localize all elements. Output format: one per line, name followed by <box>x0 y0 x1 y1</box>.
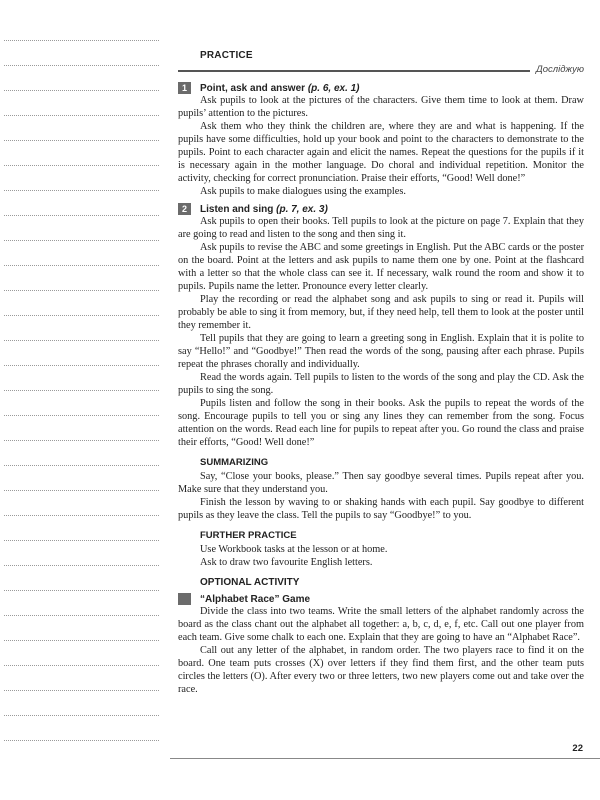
margin-line <box>4 265 159 266</box>
paragraph: Tell pupils that they are going to learn a greeting song in English. Explain that it is polite to say “Hello!” and “Goodbye!” Then read the words of the song, pausing after each phrase. Pupils repeat the phrases chorally and individually. <box>178 333 584 370</box>
further-practice-body <box>178 543 584 569</box>
section-subtitle: Досліджую <box>530 64 584 75</box>
paragraph: Call out any letter of the alphabet, in random order. The two players race to find it on the board. One team puts crosses (X) over letters if they find them first, and the other team puts circles the letters (O). After every two or three letters, two new players come out and take over the race. <box>178 645 584 695</box>
optional-activity-body <box>178 605 584 696</box>
margin-line <box>4 115 159 116</box>
task-2-body <box>178 215 584 449</box>
task-reference: (p. 7, ex. 3) <box>276 203 328 215</box>
paragraph: Read the words again. Tell pupils to listen to the words of the song and play the CD. Ask the pupils to sing the song. <box>178 372 584 396</box>
task-title-text: Listen and sing <box>200 203 274 215</box>
margin-line <box>4 540 159 541</box>
footer-rule <box>170 758 600 759</box>
game-title: “Alphabet Race” Game <box>200 593 311 605</box>
margin-line <box>4 90 159 91</box>
margin-line <box>4 640 159 641</box>
task-1-heading <box>178 82 584 94</box>
margin-line <box>4 590 159 591</box>
margin-line <box>4 565 159 566</box>
paragraph: Finish the lesson by waving to or shaking hands with each pupil. Say goodbye to different pupils as they leave the class. Tell the pupils to say “Goodbye!” to you. <box>178 497 584 521</box>
margin-line <box>4 40 159 41</box>
margin-line <box>4 515 159 516</box>
paragraph: Play the recording or read the alphabet song and ask pupils to sing or read it. Pupils will probably be able to sing it from memory, but, if they need help, tell them to look at the poster until they remember it. <box>178 294 584 331</box>
margin-line <box>4 665 159 666</box>
game-heading <box>178 593 584 605</box>
task-number-badge: 1 <box>178 82 191 94</box>
game-badge <box>178 593 191 605</box>
margin-line <box>4 190 159 191</box>
task-title <box>200 83 360 94</box>
paragraph: Ask them who they think the children are, where they are and what is happening. If the pupils have some difficulties, hold up your book and point to the characters to demonstrate to the pupils. Point to each character again and elicit the names. Repeat the questions for the pupils if it is necessary again in the mother language. Do choral and individual repetition. Monitor the activity, checking for correct pronunciation. Praise their efforts, “Good! Well done!” <box>178 121 584 184</box>
margin-line <box>4 315 159 316</box>
rule-line <box>178 70 584 72</box>
paragraph: Ask pupils to make dialogues using the examples. <box>200 186 406 197</box>
section-rule <box>178 65 584 77</box>
summarizing-heading: SUMMARIZING <box>200 457 269 468</box>
task-number-badge: 2 <box>178 203 191 215</box>
paragraph: Ask pupils to revise the ABC and some greetings in English. Put the ABC cards or the poster on the board. Point at the letters and ask pupils to name them one by one. Point at the flashcard with a letter so that the whole class can see it. If necessary, walk round the room and show it to pupils. Pupils name the letter. Pronounce every letter clearly. <box>178 242 584 292</box>
summarizing-body <box>178 470 584 522</box>
task-2-heading <box>178 203 584 215</box>
margin-line <box>4 290 159 291</box>
paragraph: Ask pupils to look at the pictures of the characters. Give them time to look at them. Draw pupils’ attention to the pictures. <box>178 95 584 119</box>
margin-line <box>4 415 159 416</box>
margin-line <box>4 240 159 241</box>
task-reference: (p. 6, ex. 1) <box>307 82 360 94</box>
paragraph: Use Workbook tasks at the lesson or at home. <box>200 544 388 555</box>
margin-notes-lines <box>0 40 168 760</box>
further-practice-heading: FURTHER PRACTICE <box>200 530 297 541</box>
section-title-practice: PRACTICE <box>200 50 253 61</box>
page-number: 22 <box>572 743 583 754</box>
margin-line <box>4 440 159 441</box>
page-content <box>178 50 584 696</box>
margin-line <box>4 390 159 391</box>
task-1-body <box>178 94 584 198</box>
task-title-text: Point, ask and answer <box>200 82 306 94</box>
margin-line <box>4 65 159 66</box>
margin-line <box>4 340 159 341</box>
margin-line <box>4 465 159 466</box>
optional-activity-heading: OPTIONAL ACTIVITY <box>200 577 300 588</box>
paragraph: Ask pupils to open their books. Tell pupils to look at the picture on page 7. Explain that they are going to read and listen to the song and then sing it. <box>178 216 584 240</box>
margin-line <box>4 490 159 491</box>
task-title <box>200 204 328 215</box>
paragraph: Say, “Close your books, please.” Then say goodbye several times. Pupils repeat after you. Make sure that they understand you. <box>178 471 584 495</box>
margin-line <box>4 365 159 366</box>
paragraph: Pupils listen and follow the song in their books. Ask the pupils to repeat the words of the song. Encourage pupils to tell you or sing any lines they can remember from the song. Focus attention on the words. Read each line for pupils to repeat after you. Go round the class and praise their efforts, “Good! Well done!” <box>178 398 584 448</box>
margin-line <box>4 215 159 216</box>
margin-line <box>4 140 159 141</box>
margin-line <box>4 740 159 741</box>
margin-line <box>4 165 159 166</box>
margin-line <box>4 615 159 616</box>
margin-line <box>4 715 159 716</box>
paragraph: Ask to draw two favourite English letters. <box>200 557 373 568</box>
margin-line <box>4 690 159 691</box>
paragraph: Divide the class into two teams. Write the small letters of the alphabet randomly across the board as the class chant out the alphabet all together: a, b, c, d, e, f, etc. Call out one player from each team. Give some chalk to each one. Explain that they are going to have an “Alphabet Race”. <box>178 606 584 643</box>
